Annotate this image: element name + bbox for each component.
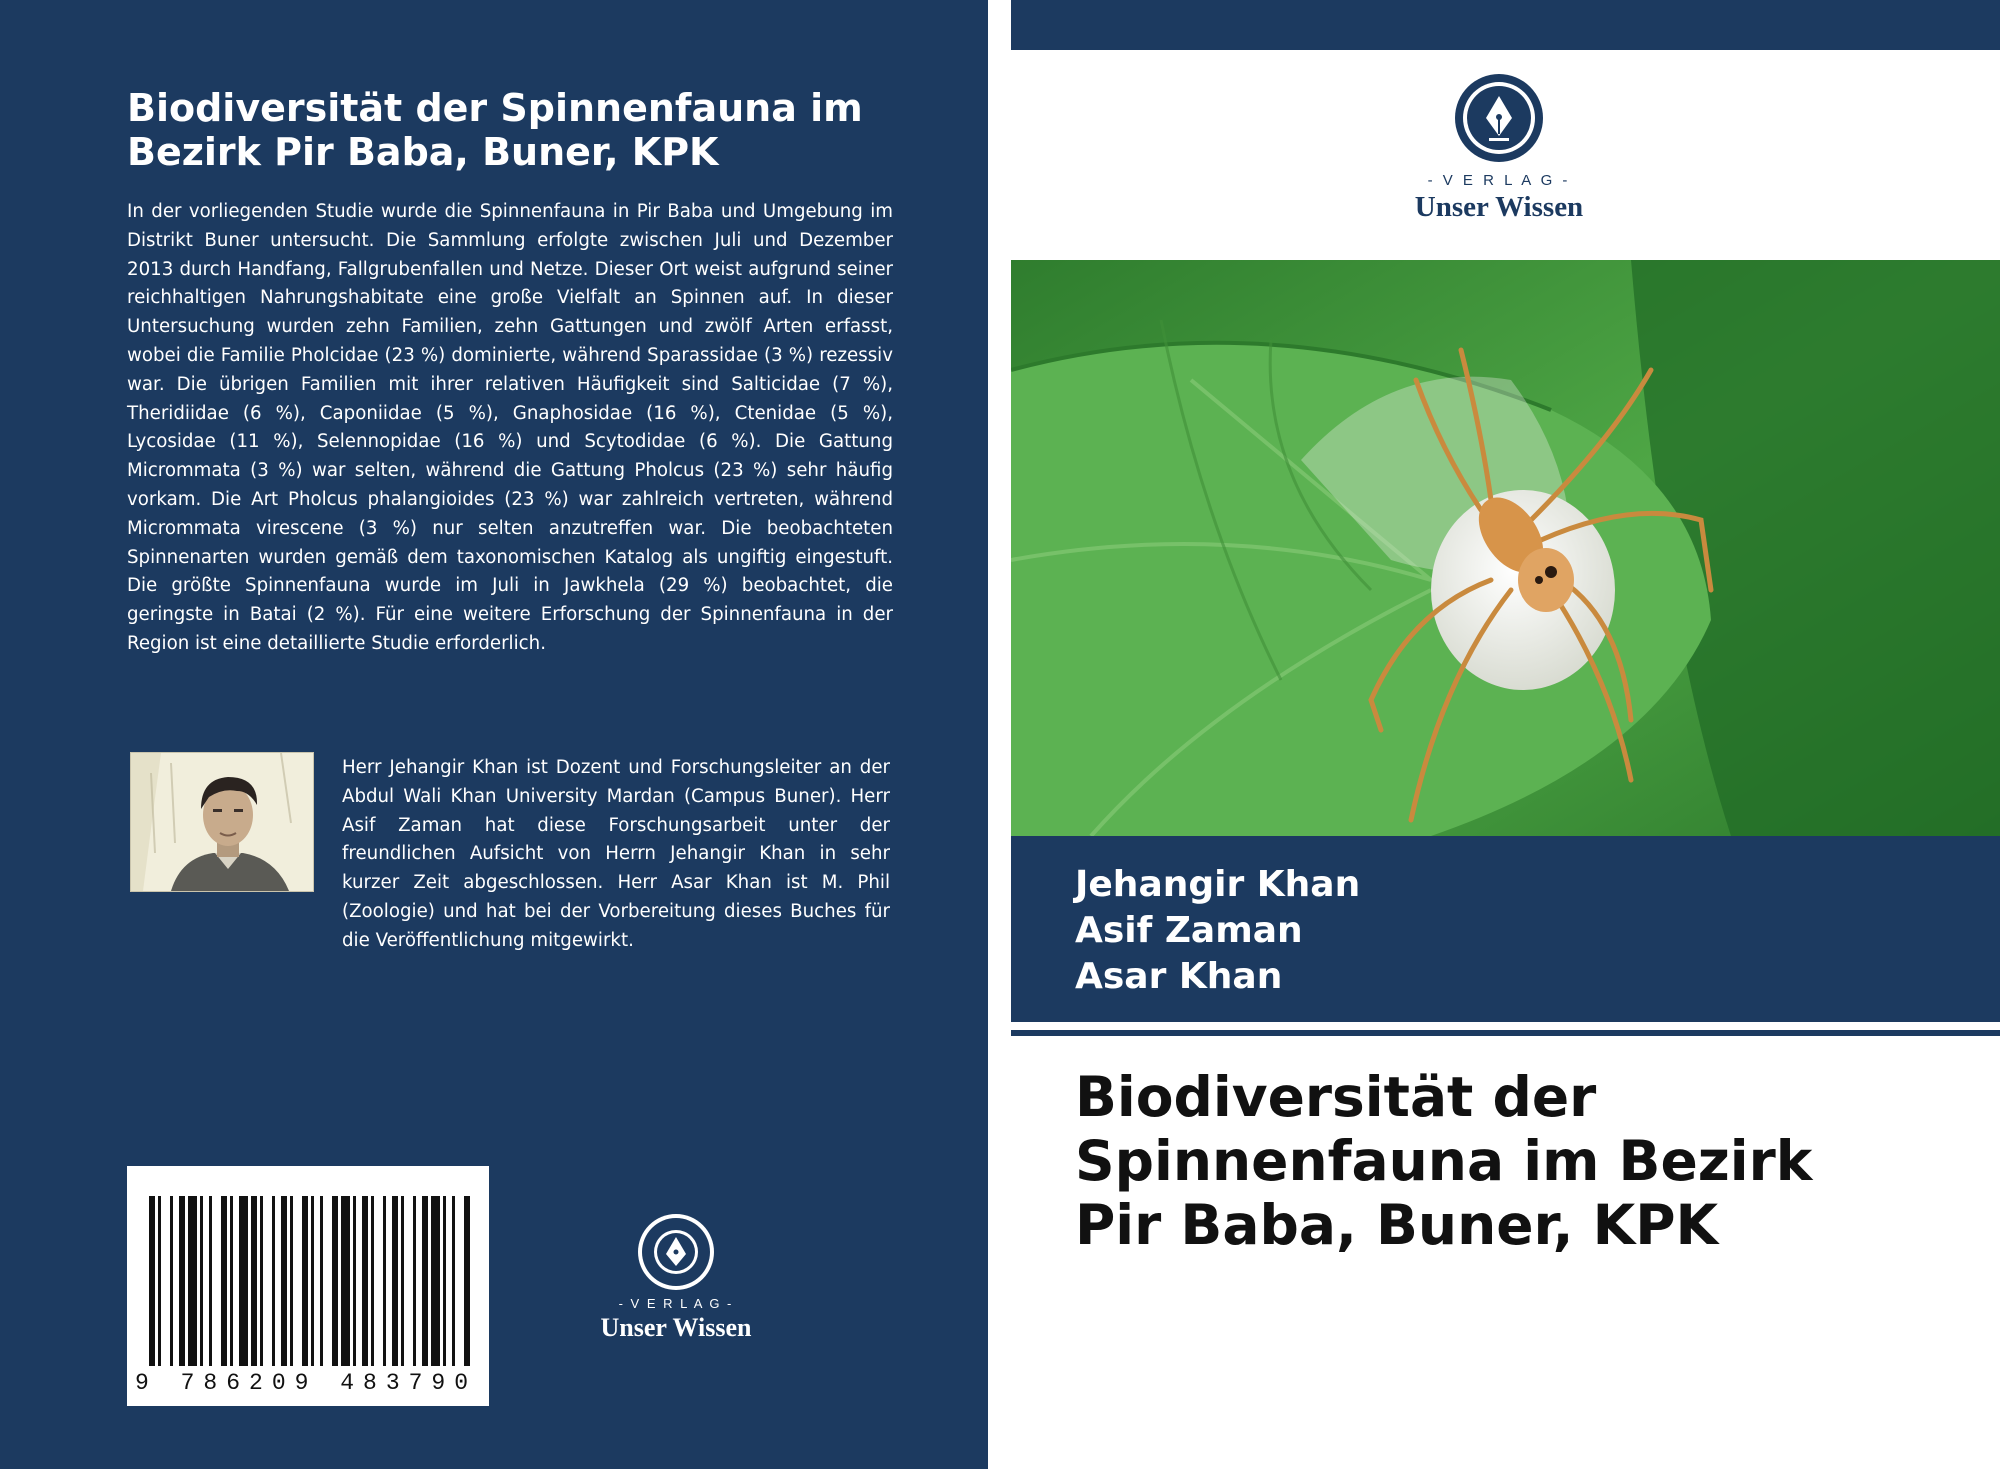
barcode-bar [443,1196,446,1366]
barcode-bar [422,1196,428,1366]
spider-photo [1011,260,2000,836]
barcode-bar [383,1196,386,1366]
back-title-line-2: Bezirk Pir Baba, Buner, KPK [127,130,719,174]
isbn-digits: 9 786209 483790 [135,1370,478,1396]
publisher-logo-back [560,1212,792,1352]
barcode-bar [371,1196,374,1366]
publisher-name-back: Unser Wissen [600,1313,752,1342]
barcode-bar [200,1196,203,1366]
author-portrait [130,752,314,892]
back-cover-title [127,86,927,174]
barcode-bar [281,1196,287,1366]
barcode-bar [158,1196,161,1366]
barcode-bar [392,1196,398,1366]
book-blurb: In der vorliegenden Studie wurde die Spinnenfauna in Pir Baba und Umgebung im Distrikt Buner untersucht. Die Sammlung erfolgte zwischen Juli und Dezember 2013 durch Handfang, Fallgrubenfallen und Netze. Dieser Ort weist aufgrund seiner reichhaltigen Nahrungshabitate eine große Vielfalt an Spinnen auf. In dieser Untersuchung wurden zehn Familien, zehn Gattungen und zwölf Arten erfasst, wobei die Familie Pholcidae (23 %) dominierte, während Sparassidae (3 %) rezessiv war. Die übrigen Familien mit ihrer relativen Häufigkeit sind Salticidae (7 %), Theridiidae (6 %), Caponiidae (5 %), Gnaphosidae (16 %), Ctenidae (5 %), Lycosidae (11 %), Selennopidae (16 %) und Scytodidae (6 %). Die Gattung Micrommata (3 %) war selten, während die Gattung Pholcus (23 %) sehr häufig vorkam. Die Art Pholcus phalangioides (23 %) war zahlreich vertreten, während Micrommata virescene (3 %) nur selten anzutreffen war. Die beobachteten Spinnenarten wurden gemäß dem taxonomischen Katalog als ungiftig eingestuft. Die größte Spinnenfauna wurde im Juli in Jawkhela (29 %) beobachtet, die geringste in Batai (2 %). Für eine weitere Erforschung der Spinnenfauna in der Region ist eine detaillierte Studie erforderlich. [127,201,893,654]
publisher-verlag-label-front: - V E R L A G - [1427,172,1571,189]
barcode-bar [170,1196,173,1366]
barcode-bar [188,1196,197,1366]
authors-band [1011,836,2000,1022]
barcode-bar [290,1196,293,1366]
publisher-name-front: Unser Wissen [1414,191,1584,223]
barcode-bar [362,1196,368,1366]
barcode-bar [179,1196,185,1366]
barcode-bar [251,1196,257,1366]
barcode-bar [332,1196,338,1366]
front-title-line-2: Spinnenfauna im Bezirk [1075,1129,1813,1193]
front-divider-rule [1011,1030,2000,1036]
barcode-bar [302,1196,308,1366]
author-biography: Herr Jehangir Khan ist Dozent und Forschungsleiter an der Abdul Wali Khan University Mardan (Campus Buner). Herr Asif Zaman hat diese Forschungsarbeit unter der freundlichen Aufsicht von Herrn Jehangir Khan in sehr kurzer Zeit abgeschlossen. Herr Asar Khan ist M. Phil (Zoologie) und hat bei der Vorbereitung dieses Buches für die Veröffentlichung mitgewirkt. [342,757,890,951]
barcode-bar [149,1196,155,1366]
front-top-band [1011,0,2000,50]
front-cover-title [1075,1065,1975,1257]
barcode-bar [272,1196,275,1366]
barcode-bar [260,1196,263,1366]
front-title-line-3: Pir Baba, Buner, KPK [1075,1193,1719,1257]
isbn-barcode [127,1166,489,1406]
publisher-logo-front [1381,72,1617,228]
back-cover [0,0,988,1469]
front-cover [1011,0,2000,1469]
front-title-line-1: Biodiversität der [1075,1065,1597,1129]
barcode-bar [230,1196,233,1366]
publisher-verlag-label-back: - V E R L A G - [618,1296,734,1311]
barcode-bar [452,1196,455,1366]
barcode-bar [464,1196,470,1366]
barcode-bar [221,1196,227,1366]
barcode-bar [353,1196,356,1366]
barcode-bar [413,1196,416,1366]
barcode-bar [209,1196,212,1366]
barcode-bar [239,1196,248,1366]
barcode-bar [401,1196,404,1366]
barcode-bar [311,1196,314,1366]
back-title-line-1: Biodiversität der Spinnenfauna im [127,86,863,130]
barcode-bar [341,1196,350,1366]
barcode-bar [431,1196,440,1366]
author-name-2: Asif Zaman [1075,910,1303,951]
barcode-bar [320,1196,323,1366]
book-spine [988,0,1011,1469]
author-name-1: Jehangir Khan [1075,864,1361,905]
author-name-3: Asar Khan [1075,956,1283,997]
